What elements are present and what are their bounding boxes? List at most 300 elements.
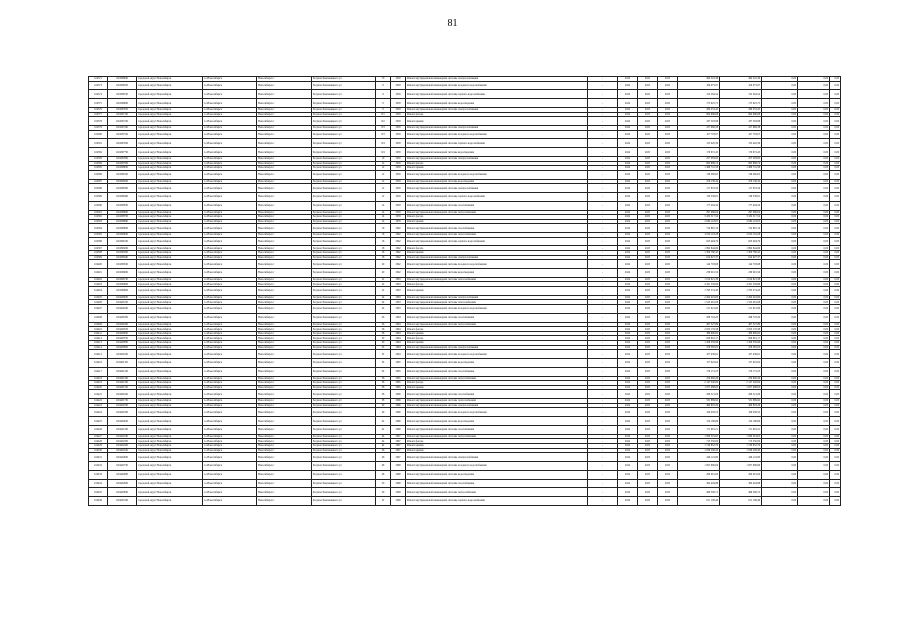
table-cell: 2025	[638, 184, 658, 193]
table-cell: Новосибирск г	[257, 408, 312, 417]
table-cell: 2025	[638, 112, 658, 117]
table-row	[89, 90, 841, 99]
table-row	[89, 184, 841, 193]
table-cell: 2025	[658, 166, 678, 171]
table-cell: Богдана Хмельницкого ул	[312, 408, 376, 417]
table-cell: 0,00	[762, 215, 798, 220]
table-cell: 0,00	[798, 453, 830, 462]
table-cell: Богдана Хмельницкого ул	[312, 417, 376, 426]
table-cell: г.о.Новосибирск	[203, 479, 257, 488]
table-cell: -	[588, 434, 618, 439]
table-cell: 0,00	[762, 219, 798, 224]
table-cell: 2024	[618, 277, 638, 282]
table-cell: 0,00	[798, 90, 830, 99]
table-cell: 104429	[89, 443, 108, 448]
table-cell: 460 803,29	[720, 403, 762, 408]
table-cell: Новосибирск г	[257, 156, 312, 161]
table-cell: 1104399101	[108, 237, 137, 246]
table-cell: 170 672,45	[720, 148, 762, 157]
table-cell: 1104400201	[108, 305, 137, 314]
table-cell: 1104396801	[108, 99, 137, 108]
table-cell: Богдана Хмельницкого ул	[312, 99, 376, 108]
table-cell: г.о.Новосибирск	[203, 269, 257, 278]
table-cell: Ремонт внутридомовой инженерной системы электроснабжения	[406, 184, 588, 193]
table-cell: г.о.Новосибирск	[203, 246, 257, 251]
table-cell: 104398	[89, 251, 108, 256]
table-row	[89, 313, 841, 322]
table-cell: 0,00	[762, 255, 798, 260]
table-cell: 154 186,69	[720, 417, 762, 426]
table-cell: Ремонт внутридомовой инженерной системы теплоснабжения	[406, 210, 588, 215]
table-cell: 2025	[658, 376, 678, 381]
table-cell: 8	[376, 90, 391, 99]
table-cell: 0,00	[762, 408, 798, 417]
table-cell: 104420	[89, 385, 108, 390]
table-cell: 2025	[658, 345, 678, 350]
table-cell: Ремонт крыши	[406, 448, 588, 453]
table-cell: -	[588, 77, 618, 82]
table-cell: 1104399301	[108, 251, 137, 256]
table-cell: 104416	[89, 358, 108, 367]
table-cell: городской округ Новосибирск	[137, 390, 203, 399]
table-cell: 0,00	[762, 305, 798, 314]
table-cell: 0,00	[830, 277, 841, 282]
table-cell: 2025	[658, 260, 678, 269]
table-cell: 2025	[658, 417, 678, 426]
table-cell: 0,00	[762, 130, 798, 139]
table-cell: Ремонт крыши	[406, 166, 588, 171]
table-cell: -	[588, 192, 618, 201]
table-cell: 0,00	[830, 139, 841, 148]
table-cell: Ремонт фасада	[406, 439, 588, 444]
table-cell: Ремонт внутридомовой инженерной системы электроснабжения	[406, 453, 588, 462]
table-cell: 1967	[391, 439, 406, 444]
table-cell: 614 927,37	[678, 255, 720, 260]
table-cell: г.о.Новосибирск	[203, 336, 257, 341]
table-cell: 2025	[638, 233, 658, 238]
table-cell: г.о.Новосибирск	[203, 331, 257, 336]
table-cell: 0,00	[798, 246, 830, 251]
table-cell: г.о.Новосибирск	[203, 233, 257, 238]
table-cell: городской округ Новосибирск	[137, 367, 203, 376]
table-cell: 0,00	[830, 443, 841, 448]
table-cell: 2025	[638, 327, 658, 332]
table-cell: Новосибирск г	[257, 107, 312, 112]
table-cell: 8/3	[376, 125, 391, 130]
table-cell: 0,00	[798, 345, 830, 350]
table-cell: 2025	[658, 479, 678, 488]
table-cell: 2025	[658, 117, 678, 126]
table-cell: 177 404,34	[678, 201, 720, 210]
table-cell: Богдана Хмельницкого ул	[312, 350, 376, 359]
table-cell: 48	[376, 470, 391, 479]
table-cell: 1964	[391, 331, 406, 336]
table-cell: 2025	[638, 488, 658, 497]
table-cell: Новосибирск г	[257, 251, 312, 256]
table-cell: 36	[376, 385, 391, 390]
table-cell: г.о.Новосибирск	[203, 300, 257, 305]
table-cell: Богдана Хмельницкого ул	[312, 434, 376, 439]
table-cell: 446 122,80	[678, 453, 720, 462]
table-row	[89, 461, 841, 470]
table-cell: 0,00	[798, 233, 830, 238]
table-cell: -	[588, 408, 618, 417]
table-cell: -	[588, 322, 618, 327]
table-cell: 2025	[638, 322, 658, 327]
table-cell: г.о.Новосибирск	[203, 403, 257, 408]
table-cell: 0,00	[762, 345, 798, 350]
table-cell: 2024	[618, 408, 638, 417]
table-cell: 2024	[618, 130, 638, 139]
table-cell: 2025	[638, 179, 658, 184]
table-row	[89, 201, 841, 210]
table-cell: 18	[376, 251, 391, 256]
table-cell: 3 432 517,54	[678, 215, 720, 220]
table-cell: 531 889,92	[678, 399, 720, 404]
table-cell: 104415	[89, 350, 108, 359]
table-cell: -	[588, 327, 618, 332]
table-cell: 0,00	[762, 277, 798, 282]
table-cell: 257 283,65	[678, 156, 720, 161]
table-cell: 2025	[638, 479, 658, 488]
table-cell: -	[588, 439, 618, 444]
table-cell: 2024	[618, 327, 638, 332]
table-cell: 2025	[638, 497, 658, 506]
table-cell: 26	[376, 322, 391, 327]
table-cell: Богдана Хмельницкого ул	[312, 215, 376, 220]
table-cell: 104397	[89, 246, 108, 251]
table-cell: 1104401601	[108, 390, 137, 399]
table-row	[89, 237, 841, 246]
table-cell: Новосибирск г	[257, 77, 312, 82]
table-cell: 40	[376, 408, 391, 417]
table-cell: городской округ Новосибирск	[137, 148, 203, 157]
table-cell: 0,00	[830, 300, 841, 305]
table-cell: Ремонт внутридомовой инженерной системы водоотведения	[406, 179, 588, 184]
table-cell: 2025	[658, 90, 678, 99]
table-cell: 713 550,00	[678, 439, 720, 444]
table-cell: 2024	[618, 381, 638, 386]
table-cell: г.о.Новосибирск	[203, 81, 257, 90]
table-cell: Новосибирск г	[257, 125, 312, 130]
table-cell: 1958	[391, 107, 406, 112]
table-cell: -	[588, 166, 618, 171]
table-cell: городской округ Новосибирск	[137, 156, 203, 161]
table-cell: Новосибирск г	[257, 443, 312, 448]
table-cell: Ремонт фасада	[406, 381, 588, 386]
table-cell: городской округ Новосибирск	[137, 251, 203, 256]
table-cell: 2024	[618, 341, 638, 346]
table-cell: 109 075,87	[678, 81, 720, 90]
table-cell: 1963	[391, 305, 406, 314]
table-cell: 2025	[638, 443, 658, 448]
table-cell: -	[588, 90, 618, 99]
table-cell: городской округ Новосибирск	[137, 260, 203, 269]
table-cell: 2025	[658, 192, 678, 201]
table-cell: 0,00	[762, 376, 798, 381]
table-cell: Ремонт внутридомовой инженерной системы холодного водоснабжения	[406, 350, 588, 359]
table-cell: г.о.Новосибирск	[203, 341, 257, 346]
table-cell: 1964	[391, 345, 406, 350]
table-cell: 1962	[391, 269, 406, 278]
table-cell: 2024	[618, 237, 638, 246]
table-cell: 2024	[618, 192, 638, 201]
table-cell: 0,00	[762, 170, 798, 179]
table-cell: городской округ Новосибирск	[137, 246, 203, 251]
table-cell: 0,00	[762, 148, 798, 157]
table-cell: 0,00	[830, 117, 841, 126]
table-cell: Новосибирск г	[257, 497, 312, 506]
table-cell: Ремонт внутридомовой инженерной системы водоотведения	[406, 148, 588, 157]
table-cell: 1104396501	[108, 81, 137, 90]
table-cell: городской округ Новосибирск	[137, 341, 203, 346]
table-row	[89, 358, 841, 367]
table-cell: г.о.Новосибирск	[203, 107, 257, 112]
table-cell: 1104400901	[108, 345, 137, 350]
table-cell: 1104396701	[108, 90, 137, 99]
table-cell: 0,00	[798, 215, 830, 220]
table-cell: 2025	[638, 139, 658, 148]
table-cell: 0,00	[830, 295, 841, 300]
table-cell: 52	[376, 497, 391, 506]
table-cell: 0,00	[798, 350, 830, 359]
table-cell: 2 084 118,05	[720, 219, 762, 224]
table-cell: 1958	[391, 125, 406, 130]
table-cell: 0,00	[762, 358, 798, 367]
table-cell: г.о.Новосибирск	[203, 210, 257, 215]
table-cell: 0,00	[830, 224, 841, 233]
table-cell: 0,00	[762, 81, 798, 90]
table-cell: 0,00	[798, 341, 830, 346]
table-cell: 117 853,56	[720, 184, 762, 193]
table-cell: 0,00	[830, 497, 841, 506]
table-cell: Богдана Хмельницкого ул	[312, 376, 376, 381]
table-cell: 104375	[89, 99, 108, 108]
table-cell: г.о.Новосибирск	[203, 417, 257, 426]
table-cell: 0,00	[830, 233, 841, 238]
table-cell: 1104397801	[108, 156, 137, 161]
table-cell: городской округ Новосибирск	[137, 166, 203, 171]
table-row	[89, 350, 841, 359]
table-cell: 0,00	[762, 233, 798, 238]
table-cell: Новосибирск г	[257, 215, 312, 220]
table-cell: 2024	[618, 255, 638, 260]
table-cell: 2024	[618, 403, 638, 408]
table-cell: 965 889,74	[678, 161, 720, 166]
table-cell: 175 625,75	[678, 99, 720, 108]
table-cell: 1104397901	[108, 161, 137, 166]
table-cell: 0,00	[798, 295, 830, 300]
table-cell: 467 327,89	[720, 322, 762, 327]
table-cell: Ремонт фасада	[406, 336, 588, 341]
table-cell: Богдана Хмельницкого ул	[312, 448, 376, 453]
table-cell: 1 097 996,66	[720, 461, 762, 470]
table-cell: городской округ Новосибирск	[137, 201, 203, 210]
table-cell: Богдана Хмельницкого ул	[312, 179, 376, 184]
table-cell: 2025	[638, 251, 658, 256]
table-cell: городской округ Новосибирск	[137, 295, 203, 300]
table-cell: 2025	[638, 305, 658, 314]
table-cell: 1 300 780,45	[720, 251, 762, 256]
table-cell: городской округ Новосибирск	[137, 170, 203, 179]
table-cell: Новосибирск г	[257, 219, 312, 224]
table-cell: 104435	[89, 488, 108, 497]
table-cell: Богдана Хмельницкого ул	[312, 246, 376, 251]
table-cell: -	[588, 336, 618, 341]
table-cell: 1964	[391, 313, 406, 322]
table-cell: 611 108,46	[720, 497, 762, 506]
table-cell: Новосибирск г	[257, 350, 312, 359]
table-cell: 2025	[658, 327, 678, 332]
table-cell: 1104402701	[108, 461, 137, 470]
table-row	[89, 408, 841, 417]
table-cell: -	[588, 443, 618, 448]
table-cell: 28	[376, 331, 391, 336]
table-cell: 44	[376, 443, 391, 448]
table-cell: 0,00	[762, 237, 798, 246]
table-row	[89, 287, 841, 296]
table-row	[89, 224, 841, 233]
table-cell: 1958	[391, 117, 406, 126]
table-cell: 965 889,74	[720, 161, 762, 166]
table-cell: 2025	[638, 350, 658, 359]
table-row	[89, 81, 841, 90]
table-cell: Новосибирск г	[257, 260, 312, 269]
table-cell: 0,00	[798, 148, 830, 157]
table-cell: 2024	[618, 282, 638, 287]
table-cell: 2 084 118,05	[678, 219, 720, 224]
table-cell: 0,00	[830, 184, 841, 193]
table-cell: 290 091,84	[720, 470, 762, 479]
table-cell: 2024	[618, 107, 638, 112]
table-cell: 1104398301	[108, 184, 137, 193]
table-cell: 1962	[391, 237, 406, 246]
table-cell: Богдана Хмельницкого ул	[312, 287, 376, 296]
table-cell: Ремонт внутридомовой инженерной системы теплоснабжения	[406, 233, 588, 238]
table-cell: 1966	[391, 417, 406, 426]
table-cell: 1958	[391, 215, 406, 220]
table-cell: 48	[376, 461, 391, 470]
table-cell: 2024	[618, 179, 638, 184]
table-cell: городской округ Новосибирск	[137, 322, 203, 327]
table-cell: 26	[376, 313, 391, 322]
table-cell: 1962	[391, 246, 406, 251]
table-cell: 2 204 419,60	[720, 295, 762, 300]
table-cell: Ремонт внутридомовой инженерной системы холодного водоснабжения	[406, 461, 588, 470]
table-cell: 2024	[618, 479, 638, 488]
table-cell: 1104402301	[108, 439, 137, 444]
table-cell: 2025	[658, 156, 678, 161]
table-cell: 2025	[638, 470, 658, 479]
table-cell: городской округ Новосибирск	[137, 443, 203, 448]
table-cell: г.о.Новосибирск	[203, 461, 257, 470]
table-cell: 1 057 488,63	[720, 385, 762, 390]
table-cell: 2025	[658, 282, 678, 287]
table-cell: 266 521,06	[720, 390, 762, 399]
table-cell: г.о.Новосибирск	[203, 287, 257, 296]
table-cell: 2025	[658, 125, 678, 130]
table-cell: 1104399801	[108, 282, 137, 287]
table-cell: -	[588, 170, 618, 179]
table-cell: 0,00	[830, 219, 841, 224]
table-cell: 1965	[391, 367, 406, 376]
table-cell: 2024	[618, 439, 638, 444]
table-cell: 1959	[391, 161, 406, 166]
table-cell: 1962	[391, 224, 406, 233]
table-cell: Ремонт внутридомовой инженерной системы горячего водоснабжения	[406, 497, 588, 506]
table-cell: 32	[376, 350, 391, 359]
table-cell: 2024	[618, 201, 638, 210]
table-cell: 42	[376, 417, 391, 426]
table-cell: 2025	[638, 345, 658, 350]
table-cell: 1966	[391, 399, 406, 404]
table-cell: 16	[376, 224, 391, 233]
table-cell: 2025	[658, 107, 678, 112]
table-cell: 171 681,21	[678, 425, 720, 434]
table-cell: 117 853,56	[678, 184, 720, 193]
table-cell: 16	[376, 233, 391, 238]
table-cell: 107 439,81	[678, 350, 720, 359]
table-cell: 104381	[89, 139, 108, 148]
table-cell: 250 900,29	[720, 376, 762, 381]
table-cell: 104409	[89, 322, 108, 327]
table-cell: 0,00	[830, 237, 841, 246]
table-cell: г.о.Новосибирск	[203, 156, 257, 161]
table-cell: Новосибирск г	[257, 385, 312, 390]
table-cell: 1959	[391, 184, 406, 193]
table-cell: 109 075,87	[720, 81, 762, 90]
table-cell: Богдана Хмельницкого ул	[312, 201, 376, 210]
table-cell: 2025	[638, 295, 658, 300]
table-cell: 2025	[638, 77, 658, 82]
table-cell: г.о.Новосибирск	[203, 112, 257, 117]
table-cell: 0,00	[830, 488, 841, 497]
table-cell: 0,00	[762, 117, 798, 126]
table-cell: 2025	[638, 90, 658, 99]
table-cell: городской округ Новосибирск	[137, 448, 203, 453]
table-cell: городской округ Новосибирск	[137, 425, 203, 434]
table-cell: г.о.Новосибирск	[203, 125, 257, 130]
table-cell: 2025	[658, 358, 678, 367]
table-cell: 0,00	[798, 210, 830, 215]
table-cell: городской округ Новосибирск	[137, 125, 203, 130]
table-cell: 1104402401	[108, 443, 137, 448]
table-cell: 0,00	[830, 385, 841, 390]
table-cell: г.о.Новосибирск	[203, 237, 257, 246]
table-cell: 0,00	[798, 443, 830, 448]
table-cell: Богдана Хмельницкого ул	[312, 90, 376, 99]
table-cell: 1964	[391, 336, 406, 341]
table-cell: 50	[376, 488, 391, 497]
table-cell: 1967	[391, 443, 406, 448]
table-cell: 104427	[89, 434, 108, 439]
table-cell: 0,00	[830, 336, 841, 341]
table-cell: 1104397501	[108, 130, 137, 139]
table-cell: Новосибирск г	[257, 399, 312, 404]
table-cell: 2024	[618, 287, 638, 296]
table-row	[89, 425, 841, 434]
table-cell: 0,00	[830, 170, 841, 179]
table-cell: Новосибирск г	[257, 184, 312, 193]
table-cell: городской округ Новосибирск	[137, 381, 203, 386]
table-cell: Ремонт внутридомовой инженерной системы электроснабжения	[406, 156, 588, 161]
table-cell: 2025	[658, 439, 678, 444]
table-cell: -	[588, 305, 618, 314]
table-cell: городской округ Новосибирск	[137, 77, 203, 82]
table-cell: 0,00	[830, 166, 841, 171]
table-cell: 1104402901	[108, 479, 137, 488]
table-cell: городской округ Новосибирск	[137, 255, 203, 260]
